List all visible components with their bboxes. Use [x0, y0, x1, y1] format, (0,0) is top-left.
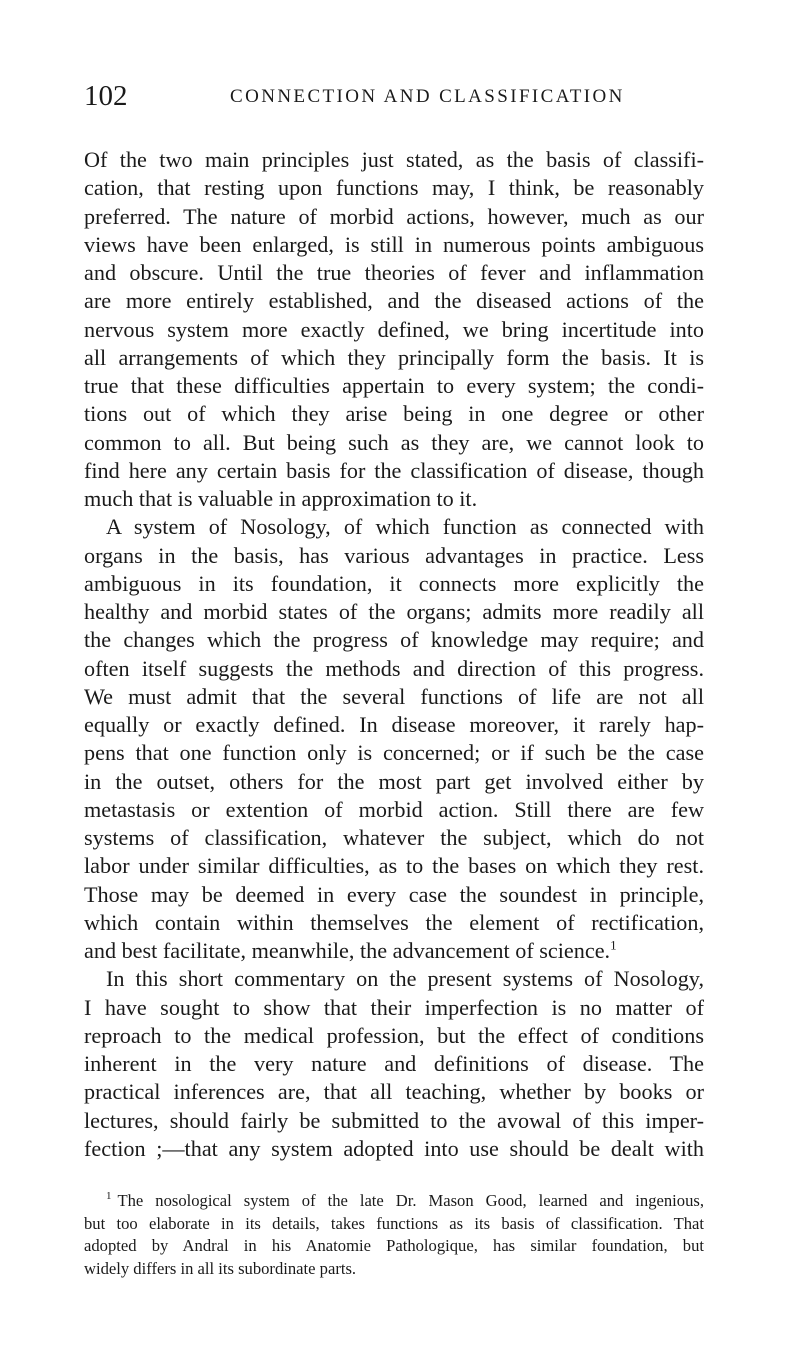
page-number: 102 — [84, 80, 128, 112]
text-line: metastasis or extention of morbid action. Still there are few — [84, 796, 704, 822]
body-text — [84, 146, 704, 1163]
text-line: find here any certain basis for the classification of disease, though — [84, 457, 704, 483]
text-line: inherent in the very nature and definitions of disease. The — [84, 1051, 704, 1076]
page-header — [84, 78, 704, 118]
text-line: in the outset, others for the most part get involved either by — [84, 768, 704, 794]
text-line: I have sought to show that their imperfection is no matter of — [84, 994, 704, 1020]
text-line: which contain within themselves the element of rectification, — [84, 909, 704, 935]
text-line-content: and best facilitate, meanwhile, the advancement of science. — [84, 938, 611, 963]
text-line: A system of Nosology, of which function as connected with — [106, 514, 704, 540]
text-line: We must admit that the several functions of life are not all — [84, 683, 704, 709]
text-line: pens that one function only is concerned; or if such be the case — [84, 740, 704, 766]
running-head: CONNECTION AND CLASSIFICATION — [230, 86, 625, 107]
text-line: all arrangements of which they principally form the basis. It is — [84, 344, 704, 370]
text-line: tions out of which they arise being in one degree or other — [84, 401, 704, 427]
text-line: often itself suggests the methods and direction of this progress. — [84, 655, 704, 681]
text-line: views have been enlarged, is still in numerous points ambiguous — [84, 231, 704, 257]
text-line: reproach to the medical profession, but the effect of conditions — [84, 1022, 704, 1048]
text-line: nervous system more exactly defined, we bring incertitude into — [84, 316, 704, 342]
footnote-line-content: The nosological system of the late Dr. Mason Good, learned and ingenious, — [117, 1191, 704, 1210]
text-line: lectures, should fairly be submitted to the avowal of this imper- — [84, 1107, 704, 1133]
text-line: common to all. But being such as they are, we cannot look to — [84, 429, 704, 455]
text-line: healthy and morbid states of the organs; admits more readily all — [84, 599, 704, 624]
text-line: are more entirely established, and the diseased actions of the — [84, 288, 704, 314]
text-line: systems of classification, whatever the subject, which do not — [84, 825, 704, 850]
text-line: In this short commentary on the present systems of Nosology, — [106, 966, 704, 992]
footnote-line — [84, 1190, 704, 1213]
footnote — [84, 1190, 704, 1280]
footnote-marker: 1 — [106, 1190, 112, 1203]
text-line: practical inferences are, that all teaching, whether by books or — [84, 1079, 704, 1105]
footnote-reference: 1 — [610, 937, 617, 953]
text-line: ambiguous in its foundation, it connects more explicitly the — [84, 570, 704, 596]
footnote-line: but too elaborate in its details, takes functions as its basis of classification. That — [84, 1213, 704, 1233]
text-line: cation, that resting upon functions may, I think, be reasonably — [84, 175, 704, 201]
text-line: and obscure. Until the true theories of fever and inflammation — [84, 260, 704, 285]
text-line: organs in the basis, has various advantages in practice. Less — [84, 542, 704, 568]
text-line: much that is valuable in approximation to it. — [84, 486, 478, 511]
text-line: the changes which the progress of knowledge may require; and — [84, 627, 704, 653]
text-line: Those may be deemed in every case the soundest in principle, — [84, 881, 704, 907]
footnote-line: adopted by Andral in his Anatomie Pathologique, has similar foundation, but — [84, 1236, 704, 1256]
text-line: equally or exactly defined. In disease moreover, it rarely hap- — [84, 712, 704, 737]
text-line: true that these difficulties appertain to every system; the condi- — [84, 373, 704, 398]
text-line: Of the two main principles just stated, as the basis of classifi- — [84, 147, 704, 172]
footnote-line: widely differs in all its subordinate parts. — [84, 1258, 357, 1278]
text-line: labor under similar difficulties, as to the bases on which they rest. — [84, 853, 704, 879]
text-line: preferred. The nature of morbid actions, however, much as our — [84, 203, 704, 229]
text-line: fection ;—that any system adopted into use should be dealt with — [84, 1135, 704, 1161]
text-line — [84, 937, 704, 965]
